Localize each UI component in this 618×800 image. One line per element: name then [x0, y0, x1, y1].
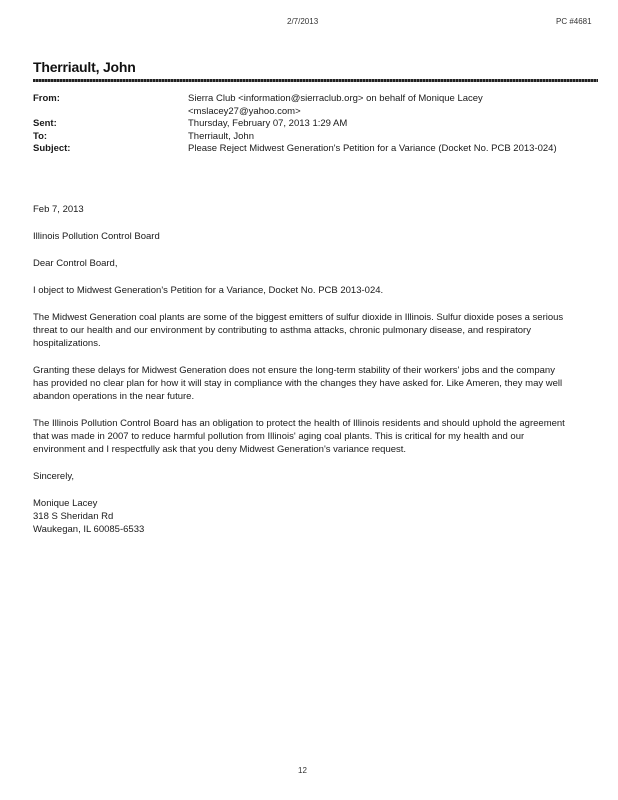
header-divider: [33, 79, 598, 82]
letter-closing: Sincerely,: [33, 471, 75, 482]
signature-name: Monique Lacey: [33, 498, 98, 509]
to-row: [33, 131, 598, 144]
signature-city: Waukegan, IL 60085-6533: [33, 524, 145, 535]
signature-block: [33, 497, 571, 536]
signature-street: 318 S Sheridan Rd: [33, 511, 114, 522]
subject-row: [33, 143, 598, 156]
sent-label: Sent:: [33, 118, 57, 129]
to-value: Therriault, John: [188, 130, 255, 142]
page-number: 12: [298, 766, 307, 775]
from-label: From:: [33, 93, 60, 104]
print-date: 2/7/2013: [287, 17, 319, 26]
email-header: [33, 93, 598, 156]
mailbox-owner-name: Therriault, John: [33, 59, 136, 75]
letter-paragraph-2: The Midwest Generation coal plants are some of the biggest emitters of sulfur dioxide in Illinois. Sulfur dioxide poses a serious threat to our health and our environment by contributing to asthma attacks, chronic pulmonary disease, and respiratory hospitalizations.: [33, 312, 564, 349]
subject-value: Please Reject Midwest Generation's Petition for a Variance (Docket No. PCB 2013-024): [188, 143, 557, 154]
letter-paragraph-3: Granting these delays for Midwest Generation does not ensure the long-term stability of their workers' jobs and the company has provided no clear plan for how it will stay in compliance with the changes they have asked for. Like Ameren, they may well abandon operations in the near future.: [33, 365, 563, 402]
letter-paragraph-1: I object to Midwest Generation's Petition for a Variance, Docket No. PCB 2013-024.: [33, 285, 384, 296]
email-body: [33, 203, 571, 550]
sent-row: [33, 118, 598, 131]
letter-salutation: Dear Control Board,: [33, 258, 118, 269]
letter-paragraph-4: The Illinois Pollution Control Board has an obligation to protect the health of Illinois residents and should uphold the agreement that was made in 2007 to reduce harmful pollution from Illinois' aging coal plants. This is critical for my health and our environment and I respectfully ask that you deny Midwest Generation's variance request.: [33, 418, 565, 455]
sent-value: Thursday, February 07, 2013 1:29 AM: [188, 118, 348, 129]
subject-label: Subject:: [33, 143, 71, 154]
from-value: Sierra Club <information@sierraclub.org> on behalf of Monique Lacey <mslacey27@yahoo.com>: [188, 93, 483, 117]
from-row: [33, 93, 598, 118]
letter-date: Feb 7, 2013: [33, 204, 84, 215]
document-id: PC #4681: [556, 17, 592, 26]
letter-recipient: Illinois Pollution Control Board: [33, 231, 160, 242]
to-label: To:: [33, 130, 48, 142]
